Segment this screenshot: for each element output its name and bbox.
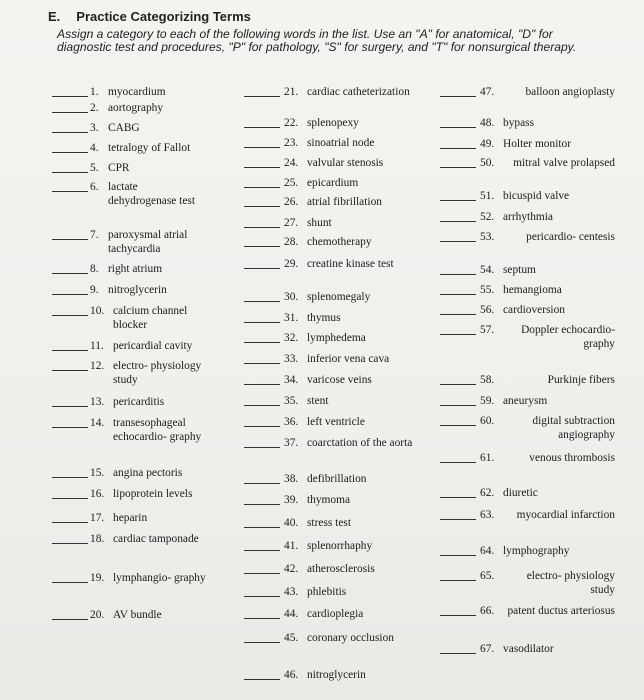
term-item xyxy=(284,540,414,554)
answer-blank[interactable] xyxy=(244,342,280,343)
term-item xyxy=(284,416,414,430)
term-number: 34. xyxy=(284,374,299,386)
term-number: 41. xyxy=(284,540,299,552)
answer-blank[interactable] xyxy=(440,167,476,168)
answer-blank[interactable] xyxy=(440,221,476,222)
term-number: 51. xyxy=(480,190,495,202)
term-text: nitroglycerin xyxy=(108,284,167,296)
term-item xyxy=(284,291,414,305)
term-text: CPR xyxy=(108,162,130,174)
term-text: valvular stenosis xyxy=(307,157,384,169)
term-item xyxy=(90,102,210,116)
term-number: 65. xyxy=(480,570,495,582)
term-item xyxy=(284,86,414,100)
term-item xyxy=(284,196,414,210)
answer-blank[interactable] xyxy=(244,596,280,597)
term-number: 15. xyxy=(90,467,105,479)
answer-blank[interactable] xyxy=(244,405,280,406)
term-item xyxy=(90,162,210,176)
term-number: 14. xyxy=(90,417,105,429)
term-text: left ventricle xyxy=(307,416,365,428)
term-number: 54. xyxy=(480,264,495,276)
answer-blank[interactable] xyxy=(244,504,280,505)
term-number: 26. xyxy=(284,196,299,208)
term-number: 50. xyxy=(480,157,495,169)
answer-blank[interactable] xyxy=(52,152,88,153)
term-text: splenomegaly xyxy=(307,291,371,303)
answer-blank[interactable] xyxy=(244,679,280,680)
term-text: pericardial cavity xyxy=(113,340,193,352)
term-item xyxy=(284,374,414,388)
term-item xyxy=(480,487,615,501)
term-text: tetralogy of Fallot xyxy=(108,142,191,154)
term-item xyxy=(480,157,615,171)
answer-blank[interactable] xyxy=(52,191,88,192)
term-number: 11. xyxy=(90,340,104,352)
term-text: thymus xyxy=(307,312,341,324)
term-text: electro- physiology study xyxy=(526,570,615,596)
term-item xyxy=(284,332,414,346)
term-text: balloon angioplasty xyxy=(525,86,615,98)
answer-blank[interactable] xyxy=(440,334,476,335)
term-item xyxy=(480,605,615,619)
answer-blank[interactable] xyxy=(440,384,476,385)
term-text: pericarditis xyxy=(113,396,165,408)
term-number: 60. xyxy=(480,415,495,427)
term-item xyxy=(90,181,210,208)
term-item xyxy=(90,396,210,410)
term-text: cardiac catheterization xyxy=(307,86,410,98)
term-item xyxy=(480,284,615,298)
term-text: coarctation of the aorta xyxy=(307,437,413,449)
term-item xyxy=(284,608,414,622)
answer-blank[interactable] xyxy=(440,405,476,406)
term-text: CABG xyxy=(108,122,140,134)
term-number: 29. xyxy=(284,258,299,270)
term-text: transesophageal echocardio- graphy xyxy=(113,417,202,443)
answer-blank[interactable] xyxy=(440,127,476,128)
term-number: 56. xyxy=(480,304,495,316)
term-number: 17. xyxy=(90,512,105,524)
term-number: 44. xyxy=(284,608,299,620)
term-number: 13. xyxy=(90,396,105,408)
term-text: nitroglycerin xyxy=(307,669,366,681)
term-item xyxy=(284,563,414,577)
term-number: 23. xyxy=(284,137,299,149)
term-item xyxy=(90,533,210,547)
term-number: 20. xyxy=(90,609,105,621)
answer-blank[interactable] xyxy=(244,384,280,385)
term-item xyxy=(480,415,615,442)
answer-blank[interactable] xyxy=(52,132,88,133)
answer-blank[interactable] xyxy=(440,200,476,201)
term-number: 37. xyxy=(284,437,299,449)
answer-blank[interactable] xyxy=(440,425,476,426)
term-item xyxy=(480,643,615,657)
term-item xyxy=(90,284,210,298)
term-text: bicuspid valve xyxy=(503,190,570,202)
term-number: 53. xyxy=(480,231,495,243)
term-item xyxy=(90,512,210,526)
term-text: lactate dehydrogenase test xyxy=(108,181,195,207)
term-number: 9. xyxy=(90,284,99,296)
section-letter: E. xyxy=(48,9,61,24)
term-number: 49. xyxy=(480,138,495,150)
term-text: cardiac tamponade xyxy=(113,533,199,545)
answer-blank[interactable] xyxy=(244,167,280,168)
answer-blank[interactable] xyxy=(244,447,280,448)
answer-blank[interactable] xyxy=(52,273,88,274)
term-number: 21. xyxy=(284,86,299,98)
term-number: 1. xyxy=(90,86,99,98)
term-item xyxy=(284,632,414,646)
answer-blank[interactable] xyxy=(52,619,88,620)
term-item xyxy=(284,473,414,487)
answer-blank[interactable] xyxy=(440,615,476,616)
term-number: 55. xyxy=(480,284,495,296)
term-text: epicardium xyxy=(307,177,359,189)
answer-blank[interactable] xyxy=(244,301,280,302)
answer-blank[interactable] xyxy=(52,543,88,544)
term-number: 25. xyxy=(284,177,299,189)
term-item xyxy=(284,157,414,171)
term-text: calcium channel blocker xyxy=(113,305,188,331)
term-number: 36. xyxy=(284,416,299,428)
term-number: 43. xyxy=(284,586,299,598)
term-item xyxy=(480,374,615,388)
answer-blank[interactable] xyxy=(244,363,280,364)
term-text: aneurysm xyxy=(503,395,548,407)
term-text: stent xyxy=(307,395,329,407)
term-item xyxy=(90,122,210,136)
answer-blank[interactable] xyxy=(244,227,280,228)
term-number: 61. xyxy=(480,452,495,464)
answer-blank[interactable] xyxy=(244,206,280,207)
term-number: 62. xyxy=(480,487,495,499)
term-text: digital subtraction angiography xyxy=(532,415,615,441)
term-item xyxy=(284,258,414,272)
term-item xyxy=(480,452,615,466)
term-text: Doppler echocardio- graphy xyxy=(521,324,615,350)
term-text: atrial fibrillation xyxy=(307,196,382,208)
term-item xyxy=(480,324,615,351)
term-text: phlebitis xyxy=(307,586,347,598)
term-number: 5. xyxy=(90,162,99,174)
term-text: coronary occlusion xyxy=(307,632,394,644)
section-title: Practice Categorizing Terms xyxy=(76,9,251,24)
answer-blank[interactable] xyxy=(244,127,280,128)
term-text: cardioversion xyxy=(503,304,565,316)
term-item xyxy=(90,488,210,502)
term-item xyxy=(90,467,210,481)
answer-blank[interactable] xyxy=(244,642,280,643)
term-item xyxy=(90,142,210,156)
term-text: sinoatrial node xyxy=(307,137,375,149)
term-text: lymphedema xyxy=(307,332,366,344)
answer-blank[interactable] xyxy=(52,582,88,583)
answer-blank[interactable] xyxy=(440,580,476,581)
answer-blank[interactable] xyxy=(52,294,88,295)
term-item xyxy=(90,609,210,623)
term-number: 22. xyxy=(284,117,299,129)
term-number: 42. xyxy=(284,563,299,575)
answer-blank[interactable] xyxy=(52,477,88,478)
term-text: Purkinje fibers xyxy=(547,374,615,386)
term-item xyxy=(480,86,615,100)
term-number: 40. xyxy=(284,517,299,529)
term-number: 16. xyxy=(90,488,105,500)
term-number: 3. xyxy=(90,122,99,134)
answer-blank[interactable] xyxy=(244,187,280,188)
term-number: 2. xyxy=(90,102,99,114)
answer-blank[interactable] xyxy=(52,522,88,523)
answer-blank[interactable] xyxy=(52,239,88,240)
term-text: aortography xyxy=(108,102,164,114)
term-item xyxy=(284,437,414,451)
term-number: 47. xyxy=(480,86,495,98)
term-text: arrhythmia xyxy=(503,211,553,223)
term-number: 30. xyxy=(284,291,299,303)
term-number: 32. xyxy=(284,332,299,344)
term-number: 19. xyxy=(90,572,105,584)
answer-blank[interactable] xyxy=(52,427,88,428)
term-item xyxy=(480,231,615,245)
term-item xyxy=(284,236,414,250)
term-number: 48. xyxy=(480,117,495,129)
answer-blank[interactable] xyxy=(244,618,280,619)
term-number: 35. xyxy=(284,395,299,407)
term-text: septum xyxy=(503,264,536,276)
answer-blank[interactable] xyxy=(440,274,476,275)
answer-blank[interactable] xyxy=(244,268,280,269)
answer-blank[interactable] xyxy=(440,653,476,654)
term-text: myocardium xyxy=(108,86,166,98)
term-text: heparin xyxy=(113,512,148,524)
term-text: stress test xyxy=(307,517,351,529)
term-item xyxy=(284,217,414,231)
term-number: 12. xyxy=(90,360,105,372)
answer-blank[interactable] xyxy=(52,172,88,173)
term-number: 45. xyxy=(284,632,299,644)
term-item xyxy=(480,264,615,278)
term-text: AV bundle xyxy=(113,609,162,621)
answer-blank[interactable] xyxy=(52,406,88,407)
answer-blank[interactable] xyxy=(440,519,476,520)
answer-blank[interactable] xyxy=(244,96,280,97)
term-number: 58. xyxy=(480,374,495,386)
term-number: 18. xyxy=(90,533,105,545)
answer-blank[interactable] xyxy=(440,148,476,149)
term-item xyxy=(480,138,615,152)
answer-blank[interactable] xyxy=(440,96,476,97)
answer-blank[interactable] xyxy=(52,350,88,351)
term-text: right atrium xyxy=(108,263,163,275)
term-text: vasodilator xyxy=(503,643,554,655)
term-text: paroxysmal atrial tachycardia xyxy=(108,229,188,255)
section-heading xyxy=(48,9,251,24)
term-number: 39. xyxy=(284,494,299,506)
term-text: chemotherapy xyxy=(307,236,372,248)
term-item xyxy=(284,517,414,531)
term-text: shunt xyxy=(307,217,332,229)
term-number: 63. xyxy=(480,509,495,521)
term-number: 10. xyxy=(90,305,105,317)
term-item xyxy=(284,395,414,409)
answer-blank[interactable] xyxy=(440,294,476,295)
term-item xyxy=(284,494,414,508)
term-text: cardioplegia xyxy=(307,608,364,620)
term-item xyxy=(90,417,210,444)
term-number: 6. xyxy=(90,181,99,193)
term-text: venous thrombosis xyxy=(529,452,615,464)
term-number: 57. xyxy=(480,324,495,336)
term-number: 27. xyxy=(284,217,299,229)
term-text: lymphography xyxy=(503,545,570,557)
term-text: varicose veins xyxy=(307,374,372,386)
answer-blank[interactable] xyxy=(244,322,280,323)
term-text: splenopexy xyxy=(307,117,359,129)
term-number: 31. xyxy=(284,312,299,324)
answer-blank[interactable] xyxy=(440,497,476,498)
term-item xyxy=(284,353,414,367)
term-text: lymphangio- graphy xyxy=(113,572,206,584)
answer-blank[interactable] xyxy=(440,555,476,556)
answer-blank[interactable] xyxy=(440,462,476,463)
term-item xyxy=(480,190,615,204)
term-item xyxy=(480,509,615,523)
term-number: 24. xyxy=(284,157,299,169)
term-item xyxy=(480,211,615,225)
term-item xyxy=(284,586,414,600)
term-item xyxy=(480,545,615,559)
answer-blank[interactable] xyxy=(52,315,88,316)
term-number: 33. xyxy=(284,353,299,365)
term-item xyxy=(480,570,615,597)
answer-blank[interactable] xyxy=(244,483,280,484)
term-number: 59. xyxy=(480,395,495,407)
answer-blank[interactable] xyxy=(440,241,476,242)
answer-blank[interactable] xyxy=(440,314,476,315)
answer-blank[interactable] xyxy=(52,112,88,113)
term-text: angina pectoris xyxy=(113,467,183,479)
term-item xyxy=(480,304,615,318)
term-text: thymoma xyxy=(307,494,351,506)
term-item xyxy=(480,395,615,409)
answer-blank[interactable] xyxy=(244,246,280,247)
term-number: 38. xyxy=(284,473,299,485)
term-item xyxy=(284,137,414,151)
term-text: defibrillation xyxy=(307,473,367,485)
answer-blank[interactable] xyxy=(244,426,280,427)
term-text: pericardio- centesis xyxy=(526,231,615,243)
term-item xyxy=(480,117,615,131)
term-text: myocardial infarction xyxy=(516,509,615,521)
instructions: Assign a category to each of the following words in the list. Use an "A" for anatomical, "D" for diagnostic test and procedures, "P" for pathology, "S" for surgery, and "T" for nonsurgical therapy. xyxy=(57,27,577,55)
term-text: patent ductus arteriosus xyxy=(507,605,615,617)
term-text: mitral valve prolapsed xyxy=(513,157,615,169)
answer-blank[interactable] xyxy=(244,147,280,148)
term-item xyxy=(90,229,210,256)
term-text: inferior vena cava xyxy=(307,353,390,365)
term-text: electro- physiology study xyxy=(113,360,202,386)
term-item xyxy=(284,669,414,683)
term-item xyxy=(90,340,210,354)
term-number: 64. xyxy=(480,545,495,557)
term-number: 4. xyxy=(90,142,99,154)
term-number: 66. xyxy=(480,605,495,617)
term-text: creatine kinase test xyxy=(307,258,394,270)
term-item xyxy=(90,305,210,332)
term-number: 28. xyxy=(284,236,299,248)
answer-blank[interactable] xyxy=(244,550,280,551)
term-number: 7. xyxy=(90,229,99,241)
term-text: diuretic xyxy=(503,487,538,499)
answer-blank[interactable] xyxy=(52,370,88,371)
term-number: 52. xyxy=(480,211,495,223)
term-number: 8. xyxy=(90,263,99,275)
term-item xyxy=(90,360,210,387)
term-text: atherosclerosis xyxy=(307,563,375,575)
term-item xyxy=(90,572,210,586)
term-text: bypass xyxy=(503,117,535,129)
term-item xyxy=(284,117,414,131)
term-number: 46. xyxy=(284,669,299,681)
term-text: Holter monitor xyxy=(503,138,572,150)
answer-blank[interactable] xyxy=(52,498,88,499)
term-text: lipoprotein levels xyxy=(113,488,193,500)
answer-blank[interactable] xyxy=(52,96,88,97)
answer-blank[interactable] xyxy=(244,527,280,528)
term-text: hemangioma xyxy=(503,284,562,296)
term-item xyxy=(284,177,414,191)
answer-blank[interactable] xyxy=(244,573,280,574)
term-text: splenorrhaphy xyxy=(307,540,373,552)
term-number: 67. xyxy=(480,643,495,655)
term-item xyxy=(90,86,210,100)
term-item xyxy=(90,263,210,277)
term-item xyxy=(284,312,414,326)
